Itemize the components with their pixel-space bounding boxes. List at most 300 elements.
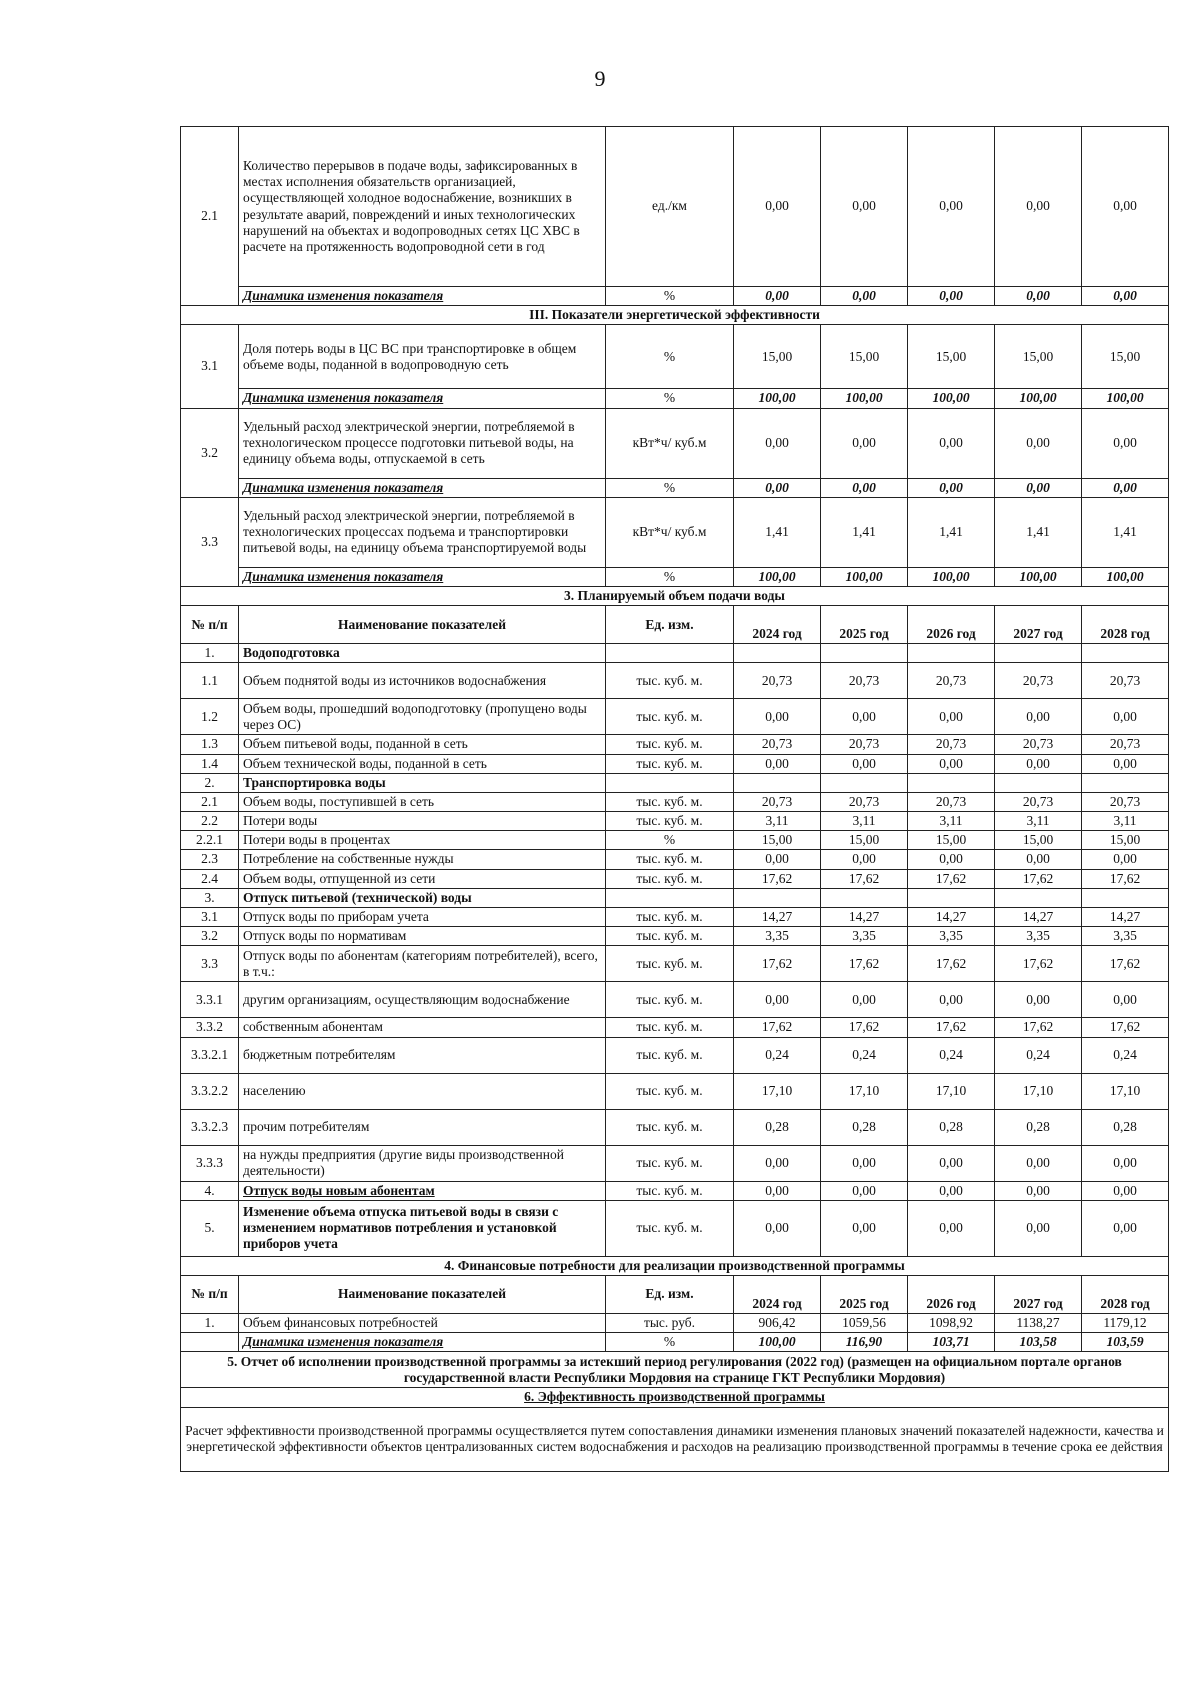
value-cell: 17,62 (995, 869, 1082, 888)
dynamics-value: 0,00 (821, 287, 908, 306)
value-cell: 17,10 (1082, 1073, 1169, 1109)
indicator-name: Потери воды (239, 812, 606, 831)
value-cell: 0,00 (908, 699, 995, 735)
value-cell: 1,41 (821, 497, 908, 567)
value-cell: 0,00 (734, 754, 821, 773)
section-volume-title: 3. Планируемый объем подачи воды (181, 586, 1169, 605)
value-cell: 17,10 (995, 1073, 1082, 1109)
section-row (181, 1352, 1169, 1388)
row-number: 1.4 (181, 754, 239, 773)
value-cell: 0,00 (821, 850, 908, 869)
value-cell: 0,00 (1082, 699, 1169, 735)
value-cell: 0,00 (821, 982, 908, 1018)
dynamics-value: 100,00 (1082, 567, 1169, 586)
group-name: Отпуск питьевой (технической) воды (239, 888, 606, 907)
efficiency-row (181, 1407, 1169, 1471)
table-row (181, 699, 1169, 735)
header-number: № п/п (181, 606, 239, 644)
row-number: 3.3.1 (181, 982, 239, 1018)
header-year: 2025 год (821, 1275, 908, 1313)
value-cell: 20,73 (995, 792, 1082, 811)
dynamics-row (181, 567, 1169, 586)
row-number: 5. (181, 1200, 239, 1256)
value-cell: 0,00 (995, 408, 1082, 478)
header-year: 2028 год (1082, 606, 1169, 644)
section-row (181, 1388, 1169, 1407)
dynamics-value: 100,00 (908, 389, 995, 408)
indicator-name: Отпуск воды новым абонентам (239, 1181, 606, 1200)
header-year: 2026 год (908, 606, 995, 644)
value-cell: 14,27 (734, 908, 821, 927)
empty-cell (908, 773, 995, 792)
value-cell: 0,28 (1082, 1109, 1169, 1145)
indicator-name: Потери воды в процентах (239, 831, 606, 850)
header-name: Наименование показателей (239, 606, 606, 644)
value-cell: 15,00 (995, 831, 1082, 850)
indicator-name: Объем воды, поступившей в сеть (239, 792, 606, 811)
dynamics-value: 103,71 (908, 1333, 995, 1352)
dynamics-value: 116,90 (821, 1333, 908, 1352)
dynamics-value: 0,00 (1082, 478, 1169, 497)
group-name: Водоподготовка (239, 644, 606, 663)
row-number: 2.2.1 (181, 831, 239, 850)
row-number: 2.3 (181, 850, 239, 869)
value-cell: 0,00 (821, 408, 908, 478)
row-number: 3. (181, 888, 239, 907)
value-cell: 20,73 (995, 735, 1082, 754)
value-cell: 14,27 (908, 908, 995, 927)
indicator-name: бюджетным потребителям (239, 1037, 606, 1073)
value-cell: 0,00 (908, 1200, 995, 1256)
value-cell: 0,00 (821, 1200, 908, 1256)
value-cell: 906,42 (734, 1313, 821, 1332)
value-cell: 3,11 (734, 812, 821, 831)
value-cell: 20,73 (908, 663, 995, 699)
value-cell: 15,00 (821, 831, 908, 850)
value-cell: 15,00 (734, 325, 821, 389)
indicator-name: населению (239, 1073, 606, 1109)
value-cell: 0,24 (908, 1037, 995, 1073)
empty-cell (1082, 773, 1169, 792)
finance-row (181, 1313, 1169, 1332)
unit-cell: тыс. куб. м. (606, 946, 734, 982)
header-year: 2027 год (995, 1275, 1082, 1313)
table-row (181, 754, 1169, 773)
table-row (181, 735, 1169, 754)
row-number: 1. (181, 1313, 239, 1332)
value-cell: 15,00 (908, 831, 995, 850)
unit-cell: тыс. куб. м. (606, 869, 734, 888)
section-finance-title: 4. Финансовые потребности для реализации производственной программы (181, 1256, 1169, 1275)
table-row (181, 831, 1169, 850)
row-number: 4. (181, 1181, 239, 1200)
indicator-name: Количество перерывов в подаче воды, зафиксированных в местах исполнения обязательств организацией, осуществляющей холодное водоснабжение, возникших в результате аварий, повреждений и иных технологических нарушений на объектах и водопроводных сетях ЦС ХВС в расчете на протяженность водопроводной сети в год (239, 127, 606, 287)
value-cell: 0,00 (995, 1200, 1082, 1256)
row-number: 3.3 (181, 497, 239, 586)
row-number: 3.3 (181, 946, 239, 982)
unit-cell: тыс. куб. м. (606, 1145, 734, 1181)
header-year: 2026 год (908, 1275, 995, 1313)
value-cell: 1098,92 (908, 1313, 995, 1332)
table-row (181, 1200, 1169, 1256)
value-cell: 17,62 (734, 1018, 821, 1037)
header-row (181, 1275, 1169, 1313)
indicator-name: на нужды предприятия (другие виды производственной деятельности) (239, 1145, 606, 1181)
value-cell: 1,41 (908, 497, 995, 567)
row-number: 3.3.2.3 (181, 1109, 239, 1145)
indicator-name: Отпуск воды по приборам учета (239, 908, 606, 927)
value-cell: 1,41 (734, 497, 821, 567)
dynamics-unit: % (606, 389, 734, 408)
indicator-name: собственным абонентам (239, 1018, 606, 1037)
empty-cell (1082, 888, 1169, 907)
value-cell: 20,73 (734, 663, 821, 699)
indicator-name: Объем финансовых потребностей (239, 1313, 606, 1332)
dynamics-value: 100,00 (995, 567, 1082, 586)
indicator-name: Объем технической воды, поданной в сеть (239, 754, 606, 773)
value-cell: 0,00 (908, 408, 995, 478)
dynamics-unit: % (606, 478, 734, 497)
value-cell: 17,10 (734, 1073, 821, 1109)
value-cell: 17,62 (995, 946, 1082, 982)
header-unit: Ед. изм. (606, 1275, 734, 1313)
indicator-name: Объем воды, отпущенной из сети (239, 869, 606, 888)
value-cell: 17,62 (908, 869, 995, 888)
row-number: 3.3.2.1 (181, 1037, 239, 1073)
unit-cell: тыс. куб. м. (606, 908, 734, 927)
value-cell: 17,62 (1082, 946, 1169, 982)
value-cell: 0,24 (995, 1037, 1082, 1073)
value-cell: 1179,12 (1082, 1313, 1169, 1332)
value-cell: 0,00 (821, 754, 908, 773)
unit-cell: тыс. куб. м. (606, 1181, 734, 1200)
header-year: 2024 год (734, 1275, 821, 1313)
header-year: 2025 год (821, 606, 908, 644)
dynamics-value: 100,00 (995, 389, 1082, 408)
value-cell: 0,24 (1082, 1037, 1169, 1073)
table-row (181, 982, 1169, 1018)
value-cell: 0,00 (734, 1200, 821, 1256)
value-cell: 0,28 (908, 1109, 995, 1145)
dynamics-row (181, 287, 1169, 306)
value-cell: 0,00 (1082, 1181, 1169, 1200)
unit-cell: % (606, 325, 734, 389)
dynamics-row (181, 478, 1169, 497)
value-cell: 15,00 (1082, 325, 1169, 389)
value-cell: 1138,27 (995, 1313, 1082, 1332)
program-table (180, 126, 1169, 1472)
section-efficiency-title: 6. Эффективность производственной программы (181, 1388, 1169, 1407)
unit-cell: ед./км (606, 127, 734, 287)
value-cell: 15,00 (821, 325, 908, 389)
section-energy-title: III. Показатели энергетической эффективности (181, 306, 1169, 325)
dynamics-value: 100,00 (734, 389, 821, 408)
table-row (181, 1073, 1169, 1109)
value-cell: 0,00 (995, 1181, 1082, 1200)
value-cell: 3,11 (1082, 812, 1169, 831)
value-cell: 0,28 (821, 1109, 908, 1145)
row-number: 1.2 (181, 699, 239, 735)
unit-cell: тыс. куб. м. (606, 792, 734, 811)
unit-cell: тыс. куб. м. (606, 1018, 734, 1037)
indicator-name: другим организациям, осуществляющим водоснабжение (239, 982, 606, 1018)
header-name: Наименование показателей (239, 1275, 606, 1313)
value-cell: 0,00 (821, 1181, 908, 1200)
unit-cell: тыс. руб. (606, 1313, 734, 1332)
value-cell: 0,24 (734, 1037, 821, 1073)
table-row (181, 908, 1169, 927)
value-cell: 17,62 (1082, 1018, 1169, 1037)
empty-cell (606, 888, 734, 907)
table-row (181, 773, 1169, 792)
value-cell: 0,00 (908, 850, 995, 869)
header-unit: Ед. изм. (606, 606, 734, 644)
unit-cell: тыс. куб. м. (606, 982, 734, 1018)
row-number: 3.2 (181, 408, 239, 497)
value-cell: 0,00 (734, 1181, 821, 1200)
empty-cell (995, 644, 1082, 663)
row-number: 2.2 (181, 812, 239, 831)
value-cell: 0,00 (908, 1181, 995, 1200)
table-row (181, 792, 1169, 811)
indicator-row (181, 497, 1169, 567)
indicator-name: Объем воды, прошедший водоподготовку (пропущено воды через ОС) (239, 699, 606, 735)
dynamics-value: 0,00 (908, 287, 995, 306)
dynamics-value: 100,00 (908, 567, 995, 586)
dynamics-value: 0,00 (821, 478, 908, 497)
value-cell: 20,73 (908, 792, 995, 811)
empty-cell (908, 888, 995, 907)
dynamics-label: Динамика изменения показателя (239, 389, 606, 408)
value-cell: 0,00 (908, 754, 995, 773)
table-row (181, 927, 1169, 946)
empty-cell (821, 888, 908, 907)
dynamics-value: 103,58 (995, 1333, 1082, 1352)
dynamics-row (181, 389, 1169, 408)
value-cell: 0,00 (1082, 408, 1169, 478)
value-cell: 14,27 (995, 908, 1082, 927)
value-cell: 20,73 (821, 663, 908, 699)
dynamics-value: 0,00 (734, 287, 821, 306)
empty-cell (181, 1333, 239, 1352)
dynamics-value: 100,00 (734, 567, 821, 586)
row-number: 1.3 (181, 735, 239, 754)
value-cell: 3,35 (1082, 927, 1169, 946)
value-cell: 0,00 (995, 982, 1082, 1018)
row-number: 2. (181, 773, 239, 792)
table-row (181, 888, 1169, 907)
unit-cell: тыс. куб. м. (606, 812, 734, 831)
value-cell: 0,00 (734, 1145, 821, 1181)
unit-cell: тыс. куб. м. (606, 1109, 734, 1145)
indicator-name: Изменение объема отпуска питьевой воды в связи с изменением нормативов потребления и установкой приборов учета (239, 1200, 606, 1256)
empty-cell (734, 888, 821, 907)
value-cell: 17,62 (821, 869, 908, 888)
indicator-name: Отпуск воды по абонентам (категориям потребителей), всего, в т.ч.: (239, 946, 606, 982)
value-cell: 20,73 (1082, 663, 1169, 699)
value-cell: 0,00 (1082, 982, 1169, 1018)
indicator-name: Объем поднятой воды из источников водоснабжения (239, 663, 606, 699)
empty-cell (606, 773, 734, 792)
unit-cell: тыс. куб. м. (606, 927, 734, 946)
value-cell: 0,00 (821, 699, 908, 735)
value-cell: 15,00 (995, 325, 1082, 389)
dynamics-row (181, 1333, 1169, 1352)
header-year: 2024 год (734, 606, 821, 644)
table-row (181, 946, 1169, 982)
table-body (181, 127, 1169, 1472)
empty-cell (821, 773, 908, 792)
value-cell: 0,00 (821, 1145, 908, 1181)
value-cell: 17,62 (734, 869, 821, 888)
value-cell: 17,62 (821, 1018, 908, 1037)
value-cell: 0,00 (995, 127, 1082, 287)
value-cell: 0,00 (1082, 127, 1169, 287)
dynamics-label: Динамика изменения показателя (239, 478, 606, 497)
value-cell: 0,00 (908, 127, 995, 287)
value-cell: 0,28 (995, 1109, 1082, 1145)
value-cell: 3,11 (908, 812, 995, 831)
unit-cell: тыс. куб. м. (606, 699, 734, 735)
value-cell: 0,00 (995, 850, 1082, 869)
indicator-row (181, 408, 1169, 478)
value-cell: 20,73 (1082, 792, 1169, 811)
indicator-name: Удельный расход электрической энергии, потребляемой в технологическом процессе подготовки питьевой воды, на единицу объема воды, отпускаемой в сеть (239, 408, 606, 478)
indicator-name: Объем питьевой воды, поданной в сеть (239, 735, 606, 754)
page-number: 9 (594, 66, 606, 91)
row-number: 3.3.2.2 (181, 1073, 239, 1109)
value-cell: 3,35 (908, 927, 995, 946)
value-cell: 17,62 (1082, 869, 1169, 888)
value-cell: 0,00 (734, 127, 821, 287)
value-cell: 15,00 (1082, 831, 1169, 850)
value-cell: 0,00 (995, 754, 1082, 773)
row-number: 2.1 (181, 792, 239, 811)
table-row (181, 1109, 1169, 1145)
row-number: 3.3.3 (181, 1145, 239, 1181)
value-cell: 3,35 (995, 927, 1082, 946)
unit-cell: % (606, 831, 734, 850)
value-cell: 1059,56 (821, 1313, 908, 1332)
value-cell: 17,62 (734, 946, 821, 982)
value-cell: 15,00 (908, 325, 995, 389)
value-cell: 20,73 (908, 735, 995, 754)
unit-cell: тыс. куб. м. (606, 754, 734, 773)
dynamics-unit: % (606, 287, 734, 306)
value-cell: 17,10 (821, 1073, 908, 1109)
value-cell: 0,00 (995, 1145, 1082, 1181)
unit-cell: тыс. куб. м. (606, 735, 734, 754)
indicator-name: Удельный расход электрической энергии, потребляемой в технологических процессах подъема и транспортировки питьевой воды, на единицу объема транспортируемой воды (239, 497, 606, 567)
empty-cell (734, 644, 821, 663)
row-number: 3.1 (181, 908, 239, 927)
value-cell: 14,27 (821, 908, 908, 927)
dynamics-value: 0,00 (995, 478, 1082, 497)
dynamics-unit: % (606, 1333, 734, 1352)
indicator-name: Отпуск воды по нормативам (239, 927, 606, 946)
value-cell: 0,00 (734, 850, 821, 869)
value-cell: 1,41 (1082, 497, 1169, 567)
value-cell: 0,00 (734, 982, 821, 1018)
dynamics-value: 100,00 (734, 1333, 821, 1352)
value-cell: 0,00 (1082, 1145, 1169, 1181)
empty-cell (821, 644, 908, 663)
unit-cell: тыс. куб. м. (606, 1073, 734, 1109)
dynamics-value: 100,00 (821, 389, 908, 408)
indicator-name: прочим потребителям (239, 1109, 606, 1145)
value-cell: 15,00 (734, 831, 821, 850)
value-cell: 3,35 (734, 927, 821, 946)
indicator-row (181, 325, 1169, 389)
section-row (181, 586, 1169, 605)
empty-cell (1082, 644, 1169, 663)
section-report-title: 5. Отчет об исполнении производственной программы за истекший период регулирования (2022 год) (размещен на официальном портале органов государственной власти Республики Мордовия на странице ГКТ Республики Мордовия) (181, 1352, 1169, 1388)
section-row (181, 1256, 1169, 1275)
value-cell: 0,00 (734, 699, 821, 735)
row-number: 3.3.2 (181, 1018, 239, 1037)
value-cell: 0,00 (734, 408, 821, 478)
indicator-name: Потребление на собственные нужды (239, 850, 606, 869)
dynamics-value: 0,00 (908, 478, 995, 497)
value-cell: 0,28 (734, 1109, 821, 1145)
value-cell: 20,73 (1082, 735, 1169, 754)
dynamics-value: 0,00 (734, 478, 821, 497)
header-year: 2027 год (995, 606, 1082, 644)
table-row (181, 1181, 1169, 1200)
value-cell: 0,00 (1082, 754, 1169, 773)
unit-cell: тыс. куб. м. (606, 1037, 734, 1073)
value-cell: 3,11 (995, 812, 1082, 831)
dynamics-label: Динамика изменения показателя (239, 287, 606, 306)
dynamics-value: 100,00 (1082, 389, 1169, 408)
unit-cell: тыс. куб. м. (606, 1200, 734, 1256)
value-cell: 0,00 (908, 1145, 995, 1181)
value-cell: 17,62 (821, 946, 908, 982)
value-cell: 20,73 (734, 792, 821, 811)
unit-cell: кВт*ч/ куб.м (606, 408, 734, 478)
empty-cell (995, 888, 1082, 907)
row-number: 3.2 (181, 927, 239, 946)
row-number: 1.1 (181, 663, 239, 699)
group-name: Транспортировка воды (239, 773, 606, 792)
table-row (181, 1018, 1169, 1037)
value-cell: 0,00 (908, 982, 995, 1018)
table-row (181, 812, 1169, 831)
value-cell: 1,41 (995, 497, 1082, 567)
value-cell: 17,62 (908, 946, 995, 982)
dynamics-label: Динамика изменения показателя (239, 1333, 606, 1352)
table-row (181, 869, 1169, 888)
efficiency-text: Расчет эффективности производственной программы осуществляется путем сопоставления динамики изменения плановых значений показателей надежности, качества и энергетической эффективности объектов централизованных систем водоснабжения и расходов на реализацию производственной программы в течение срока ее действия (181, 1407, 1169, 1471)
value-cell: 0,24 (821, 1037, 908, 1073)
empty-cell (606, 644, 734, 663)
value-cell: 20,73 (734, 735, 821, 754)
value-cell: 0,00 (1082, 850, 1169, 869)
table-row (181, 850, 1169, 869)
value-cell: 14,27 (1082, 908, 1169, 927)
dynamics-label: Динамика изменения показателя (239, 567, 606, 586)
row-number: 2.4 (181, 869, 239, 888)
dynamics-value: 103,59 (1082, 1333, 1169, 1352)
empty-cell (908, 644, 995, 663)
dynamics-value: 0,00 (1082, 287, 1169, 306)
indicator-name: Доля потерь воды в ЦС ВС при транспортировке в общем объеме воды, поданной в водопроводную сеть (239, 325, 606, 389)
value-cell: 0,00 (1082, 1200, 1169, 1256)
indicator-row (181, 127, 1169, 287)
value-cell: 17,62 (995, 1018, 1082, 1037)
dynamics-value: 0,00 (995, 287, 1082, 306)
table-row (181, 1145, 1169, 1181)
